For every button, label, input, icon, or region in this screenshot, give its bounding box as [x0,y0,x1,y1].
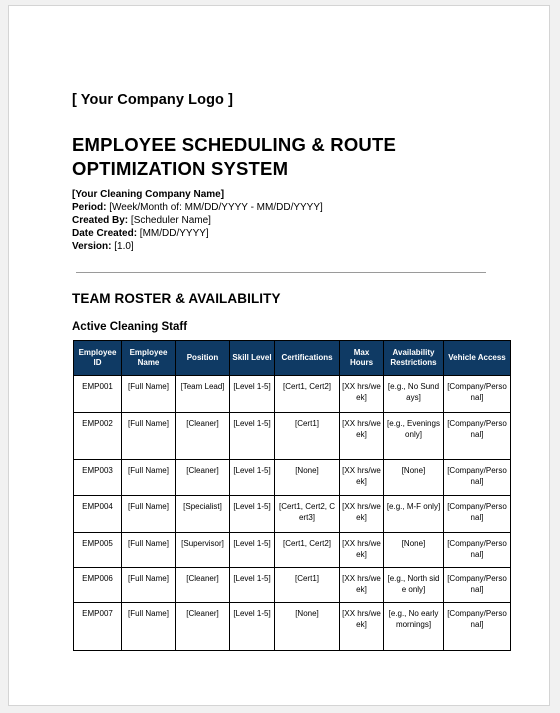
header-employee-name: Employee Name [122,341,176,376]
cell-vehicle-access: [Company/Personal] [444,460,511,496]
cell-max-hours: [XX hrs/week] [340,568,384,603]
cell-max-hours: [XX hrs/week] [340,460,384,496]
cell-employee-name: [Full Name] [122,603,176,651]
meta-version [72,240,323,253]
cell-max-hours: [XX hrs/week] [340,496,384,533]
cell-certifications: [Cert1, Cert2] [275,533,340,568]
table-row [74,376,511,413]
table-row [74,568,511,603]
cell-position: [Cleaner] [176,568,230,603]
cell-employee-name: [Full Name] [122,496,176,533]
cell-skill-level: [Level 1-5] [230,413,275,460]
header-employee-id: Employee ID [74,341,122,376]
table-row [74,460,511,496]
cell-vehicle-access: [Company/Personal] [444,568,511,603]
cell-certifications: [Cert1] [275,413,340,460]
cell-certifications: [None] [275,603,340,651]
header-max-hours: Max Hours [340,341,384,376]
document-title [72,133,396,181]
horizontal-divider [76,272,486,273]
cell-availability: [e.g., Evenings only] [384,413,444,460]
cell-certifications: [None] [275,460,340,496]
cell-vehicle-access: [Company/Personal] [444,603,511,651]
cell-vehicle-access: [Company/Personal] [444,533,511,568]
cell-employee-id: EMP007 [74,603,122,651]
period-label: Period: [72,202,107,213]
table-row [74,413,511,460]
created-by-label: Created By: [72,215,129,226]
created-by-value: [Scheduler Name] [128,215,211,226]
cell-max-hours: [XX hrs/week] [340,413,384,460]
version-label: Version: [72,241,112,252]
cell-employee-name: [Full Name] [122,413,176,460]
meta-date-created [72,227,323,240]
cell-max-hours: [XX hrs/week] [340,603,384,651]
meta-period [72,201,323,214]
header-position: Position [176,341,230,376]
title-line-1: EMPLOYEE SCHEDULING & ROUTE [72,134,397,155]
header-skill-level: Skill Level [230,341,275,376]
cell-skill-level: [Level 1-5] [230,376,275,413]
cell-employee-name: [Full Name] [122,460,176,496]
period-value: [Week/Month of: MM/DD/YYYY - MM/DD/YYYY] [106,202,323,213]
meta-created-by [72,214,323,227]
cell-position: [Cleaner] [176,603,230,651]
cell-certifications: [Cert1, Cert2, Cert3] [275,496,340,533]
cell-employee-id: EMP004 [74,496,122,533]
cell-certifications: [Cert1, Cert2] [275,376,340,413]
cell-vehicle-access: [Company/Personal] [444,376,511,413]
cell-availability: [None] [384,460,444,496]
date-created-value: [MM/DD/YYYY] [137,228,209,239]
cell-vehicle-access: [Company/Personal] [444,496,511,533]
company-name: [Your Cleaning Company Name] [72,189,225,200]
header-vehicle-access: Vehicle Access [444,341,511,376]
cell-position: [Team Lead] [176,376,230,413]
cell-employee-id: EMP002 [74,413,122,460]
company-logo-placeholder: [ Your Company Logo ] [72,92,234,108]
header-certifications: Certifications [275,341,340,376]
cell-employee-id: EMP006 [74,568,122,603]
subsection-title: Active Cleaning Staff [72,321,188,333]
section-title: TEAM ROSTER & AVAILABILITY [72,291,281,306]
cell-employee-id: EMP001 [74,376,122,413]
cell-employee-id: EMP005 [74,533,122,568]
cell-position: [Supervisor] [176,533,230,568]
cell-availability: [e.g., No Sundays] [384,376,444,413]
cell-availability: [None] [384,533,444,568]
table-row [74,496,511,533]
cell-employee-name: [Full Name] [122,533,176,568]
cell-position: [Specialist] [176,496,230,533]
title-line-2: OPTIMIZATION SYSTEM [72,158,289,179]
cell-max-hours: [XX hrs/week] [340,376,384,413]
document-page [8,5,550,706]
cell-certifications: [Cert1] [275,568,340,603]
cell-vehicle-access: [Company/Personal] [444,413,511,460]
cell-availability: [e.g., North side only] [384,568,444,603]
cell-skill-level: [Level 1-5] [230,568,275,603]
cell-skill-level: [Level 1-5] [230,603,275,651]
cell-employee-name: [Full Name] [122,376,176,413]
cell-position: [Cleaner] [176,413,230,460]
cell-max-hours: [XX hrs/week] [340,533,384,568]
cell-employee-name: [Full Name] [122,568,176,603]
cell-skill-level: [Level 1-5] [230,460,275,496]
cell-skill-level: [Level 1-5] [230,533,275,568]
cell-position: [Cleaner] [176,460,230,496]
cell-availability: [e.g., No early mornings] [384,603,444,651]
cell-availability: [e.g., M-F only] [384,496,444,533]
date-created-label: Date Created: [72,228,138,239]
table-header-row [74,341,511,376]
team-roster-table [73,340,511,651]
cell-skill-level: [Level 1-5] [230,496,275,533]
version-value: [1.0] [111,241,134,252]
header-availability-restrictions: Availability Restrictions [384,341,444,376]
document-meta [72,188,323,253]
table-row [74,603,511,651]
table-row [74,533,511,568]
cell-employee-id: EMP003 [74,460,122,496]
